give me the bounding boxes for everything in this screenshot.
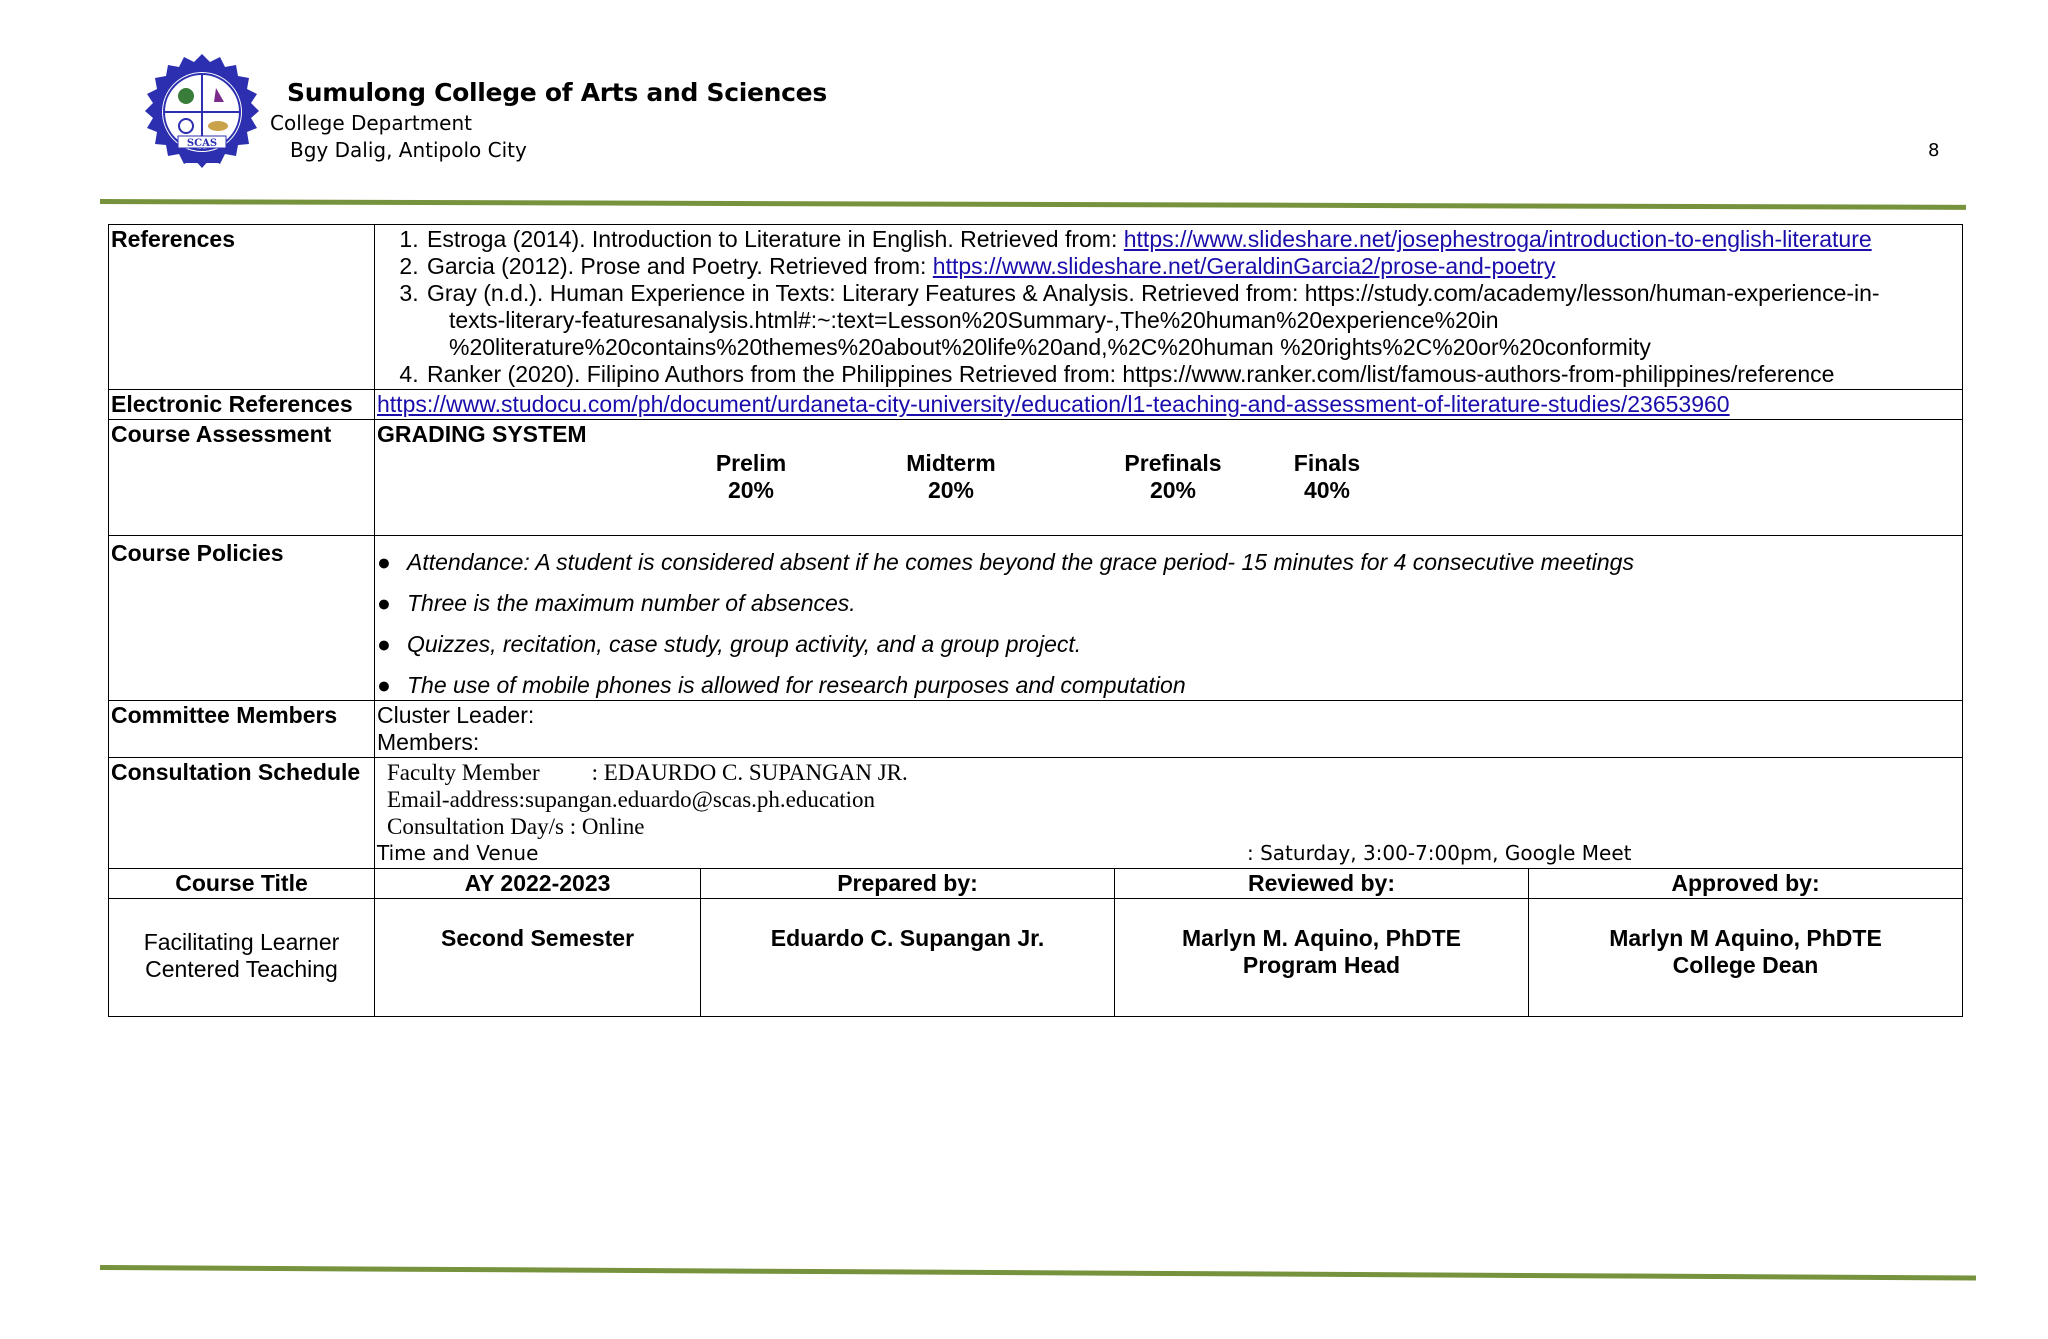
- syllabus-table: [108, 224, 1963, 1017]
- consultation-days-line: Consultation Day/s : Online: [387, 814, 645, 839]
- electronic-references-row: [109, 390, 1963, 420]
- signature-header-row: [109, 869, 1963, 899]
- course-assessment-row: [109, 420, 1963, 536]
- course-assessment-label: Course Assessment: [109, 420, 375, 536]
- members-label: Members:: [377, 729, 480, 755]
- course-policies-row: [109, 536, 1963, 701]
- approved-by-cell: Marlyn M Aquino, PhDTE College Dean: [1529, 899, 1963, 1017]
- references-row: [109, 225, 1963, 390]
- grading-system-title: GRADING SYSTEM: [377, 421, 587, 447]
- course-policies-content: [375, 536, 1963, 701]
- bullet-icon: ●: [377, 672, 391, 698]
- school-name: Sumulong College of Arts and Sciences: [287, 78, 827, 107]
- reviewed-by-cell: Marlyn M. Aquino, PhDTE Program Head: [1115, 899, 1529, 1017]
- committee-content: [375, 701, 1963, 758]
- academic-year-header: AY 2022-2023: [375, 869, 701, 899]
- list-item: ● The use of mobile phones is allowed for research purposes and computation: [377, 672, 1186, 698]
- reference-link[interactable]: https://www.slideshare.net/josephestroga/introduction-to-english-literature: [1123, 226, 1872, 252]
- approved-by-header: Approved by:: [1529, 869, 1963, 899]
- bullet-icon: ●: [377, 549, 391, 575]
- list-item: ● Three is the maximum number of absences.: [377, 590, 856, 616]
- department-name: College Department: [270, 111, 473, 135]
- grade-prefinals: Prefinals 20%: [1124, 450, 1222, 503]
- list-item: 4. Ranker (2020). Filipino Authors from the Philippines Retrieved from: https://www.ranker.com/list/famous-authors-from-philippines/reference: [425, 361, 1960, 388]
- footer-rule: [100, 1265, 1976, 1280]
- course-policies-label: Course Policies: [109, 536, 375, 701]
- references-list: [377, 226, 1960, 388]
- electronic-reference-link[interactable]: https://www.studocu.com/ph/document/urdaneta-city-university/education/l1-teaching-and-assessment-of-literature-studies/23653960: [377, 391, 1730, 417]
- consultation-row: [109, 758, 1963, 869]
- list-item: 2. Garcia (2012). Prose and Poetry. Retrieved from: https://www.slideshare.net/GeraldinGarcia2/prose-and-poetry: [425, 253, 1960, 280]
- policies-list: [377, 537, 1960, 699]
- grading-weights: [377, 448, 1960, 534]
- grade-midterm: Midterm 20%: [906, 450, 996, 503]
- faculty-member-line: Faculty Member : EDAURDO C. SUPANGAN JR.: [387, 760, 908, 785]
- grade-prelim: Prelim 20%: [715, 450, 787, 503]
- course-assessment-content: [375, 420, 1963, 536]
- list-item: 3. Gray (n.d.). Human Experience in Texts: Literary Features & Analysis. Retrieved from: https://study.com/academy/lesson/human-experience-in- texts-literary-featuresanalysis.html#:~:text=Lesson%20Summary-,The%20human%20experience%20in %20literature%20contains%20themes%20about%20life%20and,%2C%20human %20rights%2C%20or%20conformity: [425, 280, 1960, 361]
- list-item: 1. Estroga (2014). Introduction to Literature in English. Retrieved from: https://www.slideshare.net/josephestroga/introduction-to-english-literature: [425, 226, 1960, 253]
- list-item: ● Attendance: A student is considered absent if he comes beyond the grace period- 15 minutes for 4 consecutive meetings: [377, 549, 1634, 575]
- grade-finals: Finals 40%: [1293, 450, 1361, 503]
- prepared-by-header: Prepared by:: [701, 869, 1115, 899]
- bullet-icon: ●: [377, 590, 391, 616]
- references-content: [375, 225, 1963, 390]
- consultation-content: [375, 758, 1963, 869]
- school-address: Bgy Dalig, Antipolo City: [290, 138, 527, 162]
- cluster-leader-label: Cluster Leader:: [377, 702, 535, 728]
- course-title-header: Course Title: [109, 869, 375, 899]
- committee-row: [109, 701, 1963, 758]
- list-item: ● Quizzes, recitation, case study, group activity, and a group project.: [377, 631, 1082, 657]
- svg-text:SCAS: SCAS: [186, 138, 218, 149]
- reference-link[interactable]: https://www.slideshare.net/GeraldinGarcia2/prose-and-poetry: [932, 253, 1556, 279]
- email-line: Email-address:supangan.eduardo@scas.ph.education: [387, 787, 876, 812]
- page-number: 8: [1928, 140, 1940, 161]
- consultation-label: Consultation Schedule: [109, 758, 375, 869]
- electronic-references-label: Electronic References: [109, 390, 375, 420]
- reviewed-by-header: Reviewed by:: [1115, 869, 1529, 899]
- electronic-references-content: [375, 390, 1963, 420]
- page-header: [0, 0, 2048, 210]
- bullet-icon: ●: [377, 631, 391, 657]
- time-venue-line: Time and Venue : Saturday, 3:00-7:00pm, Google Meet: [377, 841, 1632, 865]
- references-label: References: [109, 225, 375, 390]
- prepared-by-name: Eduardo C. Supangan Jr.: [701, 899, 1115, 1017]
- school-seal-icon: [138, 52, 266, 180]
- committee-label: Committee Members: [109, 701, 375, 758]
- signature-body-row: [109, 899, 1963, 1017]
- semester-cell: Second Semester: [375, 899, 701, 1017]
- course-title-cell: Facilitating Learner Centered Teaching: [109, 899, 375, 1017]
